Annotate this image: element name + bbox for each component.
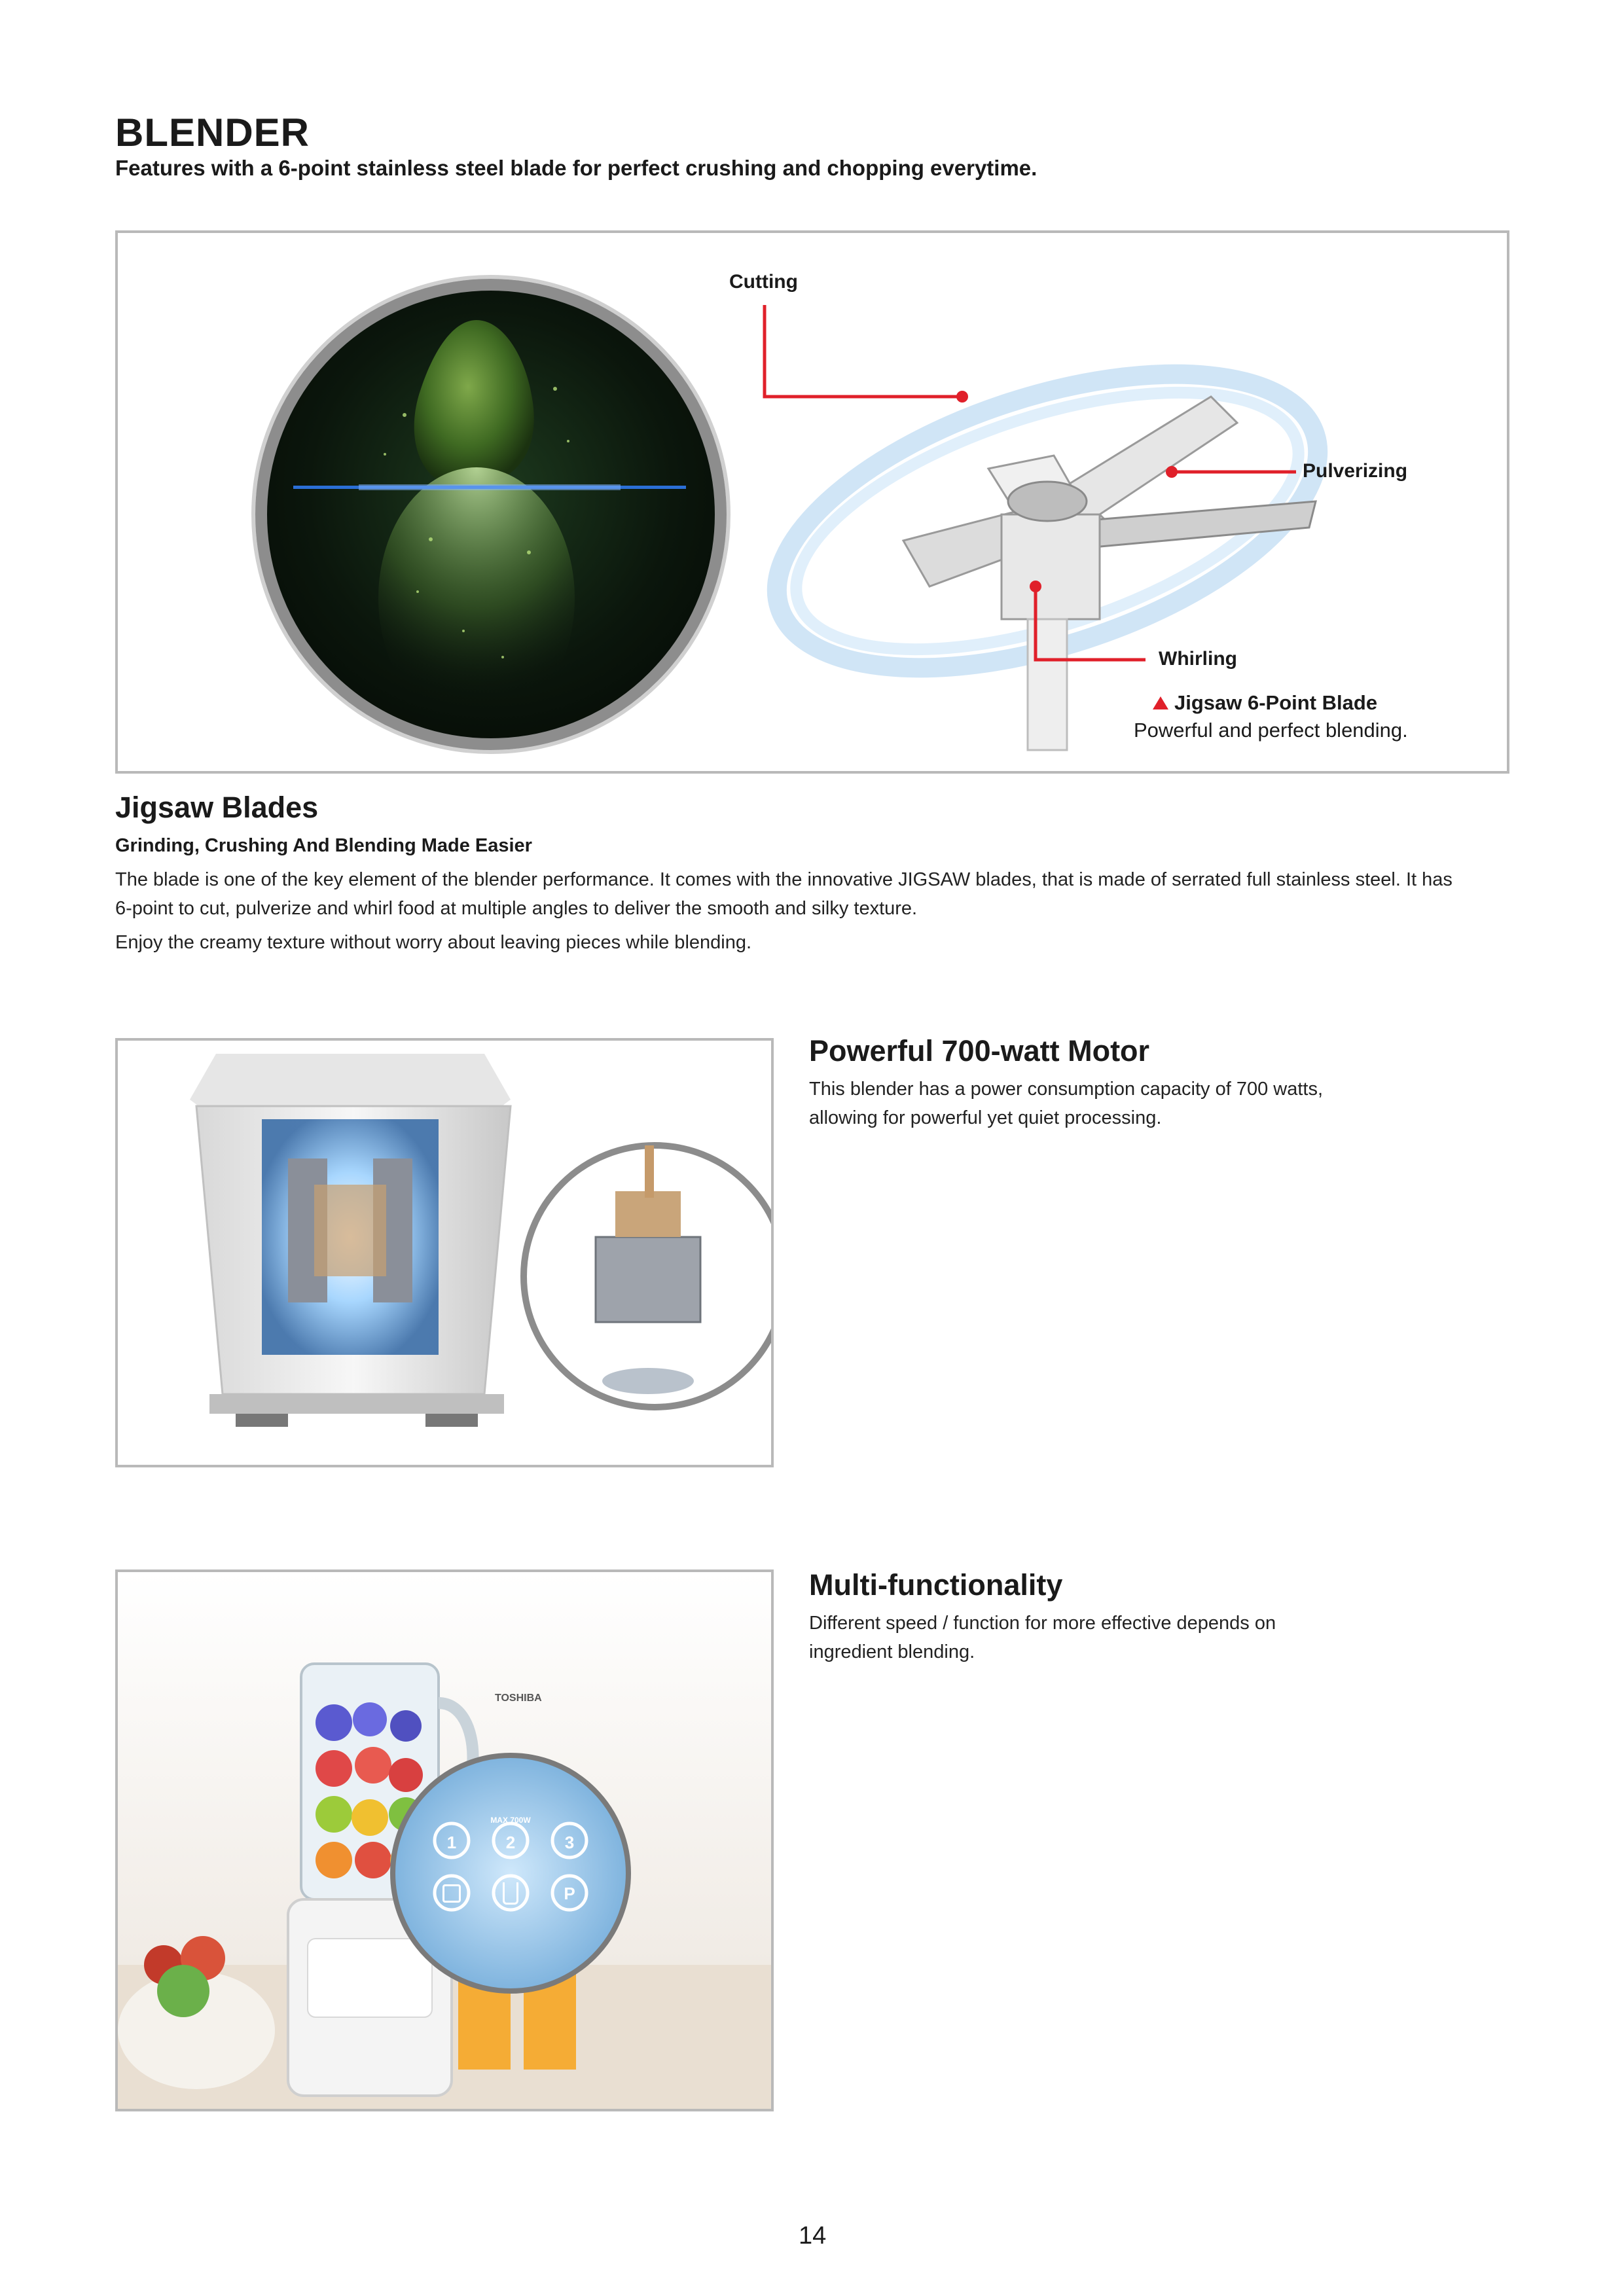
callout-whirling: Whirling	[1159, 648, 1237, 670]
page-title: BLENDER	[115, 111, 310, 154]
blade-caption-text: Powerful and perfect blending.	[1134, 719, 1408, 742]
page-subtitle: Features with a 6-point stainless steel blade for perfect crushing and chopping everytime.	[115, 156, 1038, 180]
jigsaw-paragraph-1	[115, 865, 1516, 923]
ice-crush-icon	[442, 1884, 461, 1903]
panel-button-3: 3	[564, 1833, 575, 1852]
page-number: 14	[799, 2222, 827, 2250]
blade-caption	[1152, 691, 1377, 715]
jigsaw-paragraph-1-line-1: The blade is one of the key element of the blender performance. It comes with the innovative JIGSAW blades, that is made of serrated full stainless steel. It has	[115, 869, 1453, 890]
multi-heading: Multi-functionality	[809, 1568, 1063, 1602]
motor-text	[809, 1075, 1323, 1132]
pulse-icon: P	[564, 1884, 575, 1903]
motor-text-line-2: allowing for powerful yet quiet processing.	[809, 1107, 1162, 1128]
multi-text	[809, 1609, 1276, 1666]
motor-illustration	[118, 1041, 771, 1465]
smoothie-icon	[503, 1882, 518, 1905]
jigsaw-subheading: Grinding, Crushing And Blending Made Easier	[115, 835, 532, 856]
multi-image-frame	[115, 1570, 774, 2111]
blade-hero-frame	[115, 230, 1509, 774]
multi-text-line-1: Different speed / function for more effective depends on	[809, 1613, 1276, 1634]
jigsaw-paragraph-1-line-2: 6-point to cut, pulverize and whirl food at multiple angles to deliver the smooth and silky texture.	[115, 898, 918, 919]
red-triangle-icon	[1152, 695, 1169, 711]
callout-pulverizing: Pulverizing	[1303, 460, 1408, 482]
motor-heading: Powerful 700-watt Motor	[809, 1034, 1150, 1067]
blade-caption-title: Jigsaw 6-Point Blade	[1174, 691, 1378, 714]
callout-lines	[118, 233, 1507, 771]
panel-brand: TOSHIBA	[495, 1693, 542, 1704]
motor-text-line-1: This blender has a power consumption capacity of 700 watts,	[809, 1079, 1324, 1100]
jigsaw-paragraph-2: Enjoy the creamy texture without worry about leaving pieces while blending.	[115, 932, 752, 953]
jigsaw-heading: Jigsaw Blades	[115, 791, 319, 824]
panel-button-2: 2	[505, 1833, 516, 1852]
callout-cutting: Cutting	[729, 271, 798, 293]
panel-button-1: 1	[446, 1833, 457, 1852]
multi-text-line-2: ingredient blending.	[809, 1641, 975, 1662]
motor-image-frame	[115, 1038, 774, 1467]
panel-max-label: MAX 700W	[490, 1816, 531, 1825]
